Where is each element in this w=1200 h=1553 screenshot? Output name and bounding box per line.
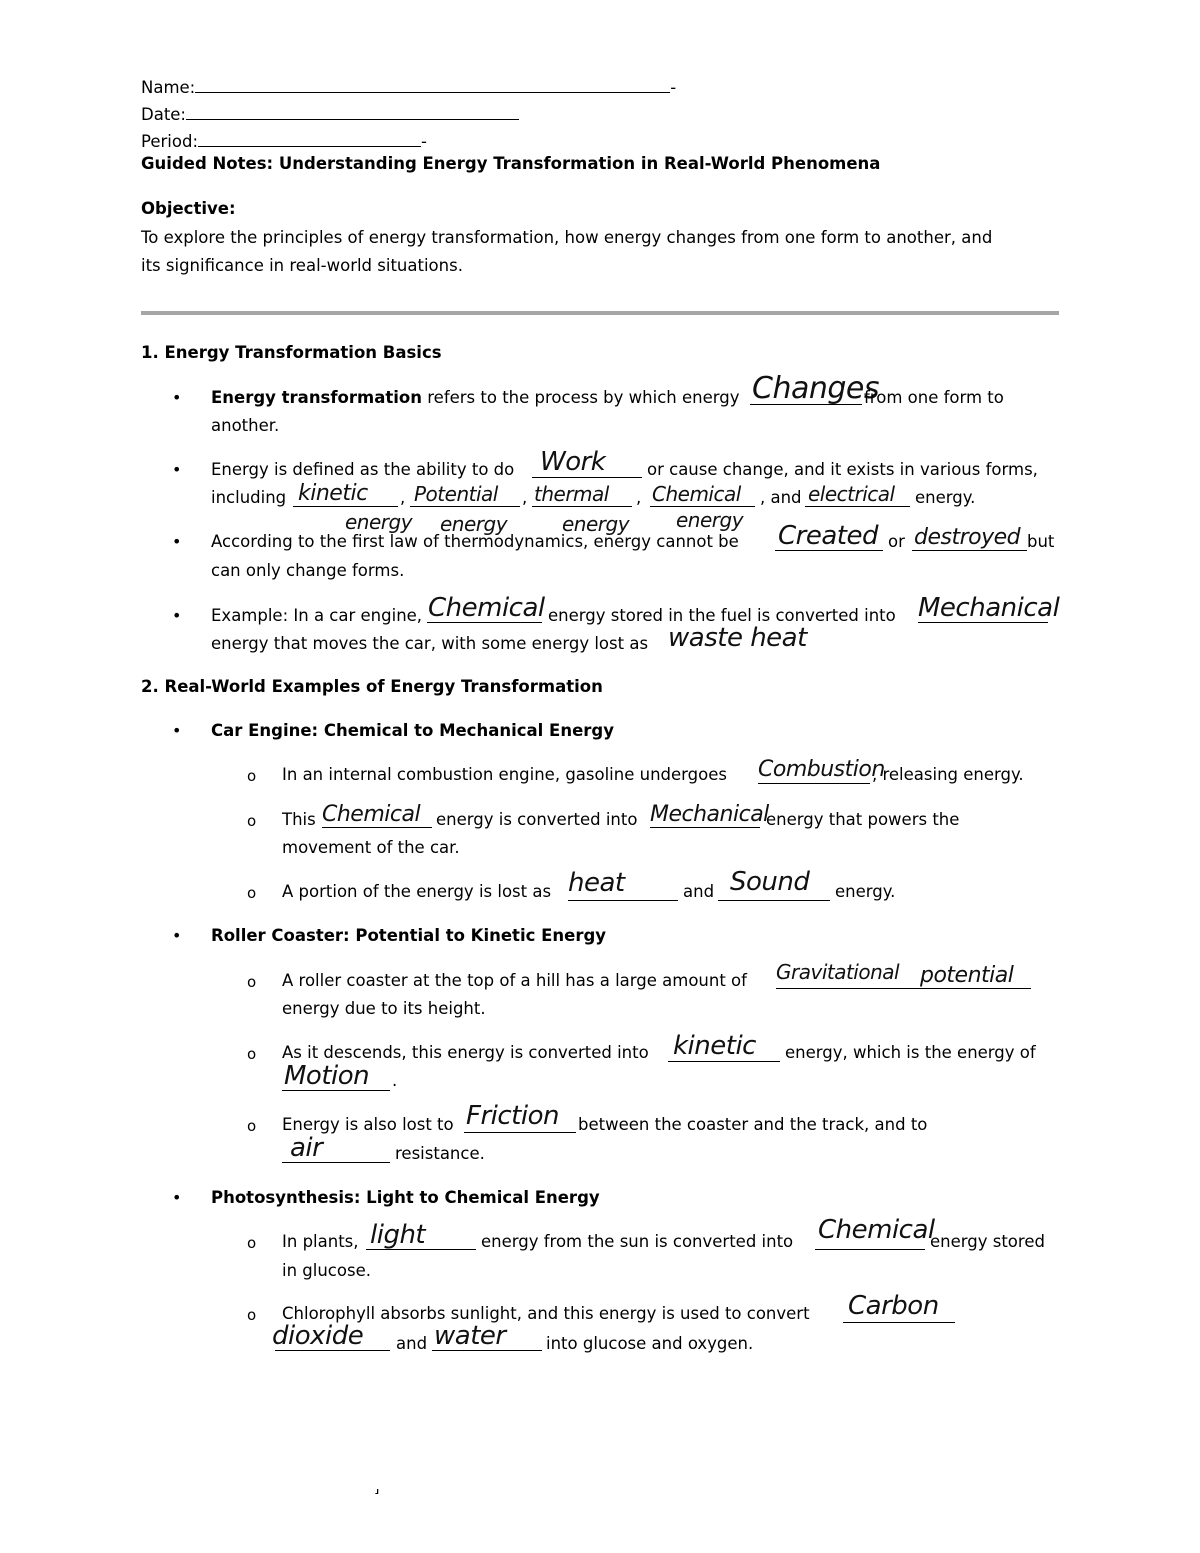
s1-b2-t5: energy. (915, 488, 976, 507)
period-field: Period: - (141, 132, 427, 151)
coaster-s3-blank-1[interactable] (464, 1132, 576, 1133)
coaster-s1-t1: A roller coaster at the top of a hill has a large amount of (282, 971, 747, 990)
s1-b1-bold: Energy transformation (211, 388, 422, 407)
date-field (141, 103, 519, 125)
s1-b2-t2: or cause change, and it exists in various forms, (647, 460, 1038, 479)
bullet: • (172, 721, 182, 740)
coaster-s3-t1: Energy is also lost to (282, 1115, 454, 1134)
coaster-s1-t2: energy due to its height. (282, 999, 486, 1018)
coaster-s3-t2: between the coaster and the track, and to (578, 1115, 928, 1134)
car-s1-t2: , releasing energy. (872, 765, 1024, 784)
coaster-s3-t3: resistance. (395, 1144, 485, 1163)
s1-b2-sub-2: energy (440, 512, 508, 536)
s1-b2-answer-3: Potential (414, 482, 498, 506)
car-s3-answer-2: Sound (730, 867, 810, 897)
car-s2-t3: energy that powers the (766, 810, 960, 829)
car-s1-answer: Combustion (758, 757, 885, 782)
section-2-heading: 2. Real-World Examples of Energy Transformation (141, 677, 603, 696)
photo-s2-t3: into glucose and oxygen. (546, 1334, 754, 1353)
car-s2-t2: energy is converted into (436, 810, 638, 829)
photo-s2-answer-1: Carbon (848, 1291, 939, 1321)
coaster-s2-t3: . (392, 1071, 398, 1090)
s1-b2-sub-4: energy (676, 508, 744, 532)
car-s3-blank-1[interactable] (568, 900, 678, 901)
bullet: • (172, 532, 182, 551)
photo-s1-t2: energy from the sun is converted into (481, 1232, 794, 1251)
s1-b2-t3: including (211, 488, 287, 507)
car-s3-t3: energy. (835, 882, 896, 901)
photo-s1-t1: In plants, (282, 1232, 359, 1251)
coaster-s2-answer-2: Motion (284, 1061, 370, 1091)
s1-b3-t3: but (1027, 532, 1055, 551)
page-title: Guided Notes: Understanding Energy Transformation in Real-World Phenomena (141, 154, 881, 173)
s1-b3-t2: or (888, 532, 905, 551)
car-s1-t1: In an internal combustion engine, gasoline undergoes (282, 765, 727, 784)
s1-b1-t3: another. (211, 416, 280, 435)
s1-b2-answer-1: Work (540, 447, 606, 477)
car-s3-blank-2[interactable] (718, 900, 830, 901)
s1-b2-t1: Energy is defined as the ability to do (211, 460, 515, 479)
comma: , (636, 488, 642, 507)
sub-bullet: o (247, 1234, 257, 1252)
photo-s1-answer-1: light (370, 1220, 426, 1250)
photo-s2-answer-2: dioxide (272, 1321, 364, 1351)
car-s2-t1: This (282, 810, 316, 829)
s1-b4-t2: energy stored in the fuel is converted into (548, 606, 896, 625)
photo-s2-blank-1[interactable] (843, 1322, 955, 1323)
comma: , (522, 488, 528, 507)
coaster-s2-blank-1[interactable] (668, 1061, 780, 1062)
bullet: • (172, 1188, 182, 1207)
sub-bullet: o (247, 1306, 257, 1324)
s1-b1-t2: from one form to (864, 388, 1004, 407)
s1-b2-answer-6: electrical (808, 482, 895, 506)
photo-s2-t1: Chlorophyll absorbs sunlight, and this energy is used to convert (282, 1304, 810, 1323)
bullet: • (172, 926, 182, 945)
s1-b4-t1: Example: In a car engine, (211, 606, 423, 625)
section-1-heading: 1. Energy Transformation Basics (141, 343, 442, 362)
bullet: • (172, 606, 182, 625)
coaster-s3-answer-2: air (290, 1133, 323, 1163)
photo-heading: Photosynthesis: Light to Chemical Energy (211, 1188, 600, 1207)
period-label: Period: (141, 132, 199, 151)
s1-b2-t4: , and (760, 488, 802, 507)
s1-b1-line1 (211, 388, 739, 408)
s1-b2-blank-1[interactable] (532, 477, 642, 478)
s1-b2-answer-2: kinetic (298, 481, 368, 506)
objective-line-2: its significance in real-world situations. (141, 256, 463, 275)
s1-b2-answer-4: thermal (534, 482, 609, 506)
bullet: • (172, 388, 182, 407)
coaster-heading: Roller Coaster: Potential to Kinetic Energy (211, 926, 607, 945)
s1-b3-answer-2: destroyed (914, 525, 1021, 550)
car-s2-answer-2: Mechanical (650, 802, 769, 827)
sub-bullet: o (247, 767, 257, 785)
name-label: Name: (141, 78, 196, 97)
car-s2-t4: movement of the car. (282, 838, 460, 857)
coaster-s1-answer-2: potential (920, 963, 1014, 988)
s1-b2-sub-3: energy (562, 512, 630, 536)
car-s3-t1: A portion of the energy is lost as (282, 882, 552, 901)
objective-heading: Objective: (141, 199, 236, 218)
photo-s2-t2: and (396, 1334, 428, 1353)
comma: , (400, 488, 406, 507)
photo-s1-t4: in glucose. (282, 1261, 371, 1280)
name-field: Name: - (141, 78, 677, 97)
car-s2-answer-1: Chemical (322, 802, 421, 827)
sub-bullet: o (247, 884, 257, 902)
coaster-s3-answer-1: Friction (466, 1101, 559, 1131)
period-blank[interactable] (198, 130, 421, 147)
s1-b3-answer-1: Created (778, 521, 878, 551)
s1-b1-t1: refers to the process by which energy (422, 388, 740, 407)
s1-b3-t4: can only change forms. (211, 561, 405, 580)
date-blank[interactable] (186, 103, 519, 120)
sub-bullet: o (247, 973, 257, 991)
car-heading: Car Engine: Chemical to Mechanical Energy (211, 721, 614, 740)
sub-bullet: o (247, 1045, 257, 1063)
photo-s1-answer-2: Chemical (818, 1215, 935, 1245)
s1-b4-answer-3: waste heat (668, 623, 807, 653)
s1-b2-answer-5: Chemical (652, 482, 741, 506)
s1-b3-t1: According to the first law of thermodynamics, energy cannot be (211, 532, 739, 551)
coaster-s2-t1: As it descends, this energy is converted into (282, 1043, 649, 1062)
photo-s2-answer-3: water (434, 1321, 506, 1351)
car-s3-t2: and (683, 882, 715, 901)
sub-bullet: o (247, 812, 257, 830)
sub-bullet: o (247, 1117, 257, 1135)
bullet: • (172, 460, 182, 479)
s1-b4-answer-2: Mechanical (918, 593, 1060, 623)
s1-b4-t3: energy that moves the car, with some energy lost as (211, 634, 649, 653)
coaster-s1-answer-1: Gravitational (776, 960, 900, 984)
photo-s1-blank-2[interactable] (815, 1249, 925, 1250)
date-label: Date: (141, 105, 186, 124)
stray-mark: ⸥ (374, 1480, 380, 1496)
coaster-s2-t2: energy, which is the energy of (785, 1043, 1036, 1062)
name-blank[interactable] (195, 76, 670, 93)
photo-s1-t3: energy stored (930, 1232, 1045, 1251)
car-s3-answer-1: heat (568, 868, 625, 898)
s1-b1-answer: Changes (752, 371, 879, 406)
coaster-s2-answer-1: kinetic (673, 1031, 756, 1061)
s1-b2-sub-1: energy (345, 510, 413, 534)
divider (141, 311, 1059, 315)
s1-b4-answer-1: Chemical (428, 593, 545, 623)
objective-line-1: To explore the principles of energy transformation, how energy changes from one form to another, and (141, 228, 993, 247)
